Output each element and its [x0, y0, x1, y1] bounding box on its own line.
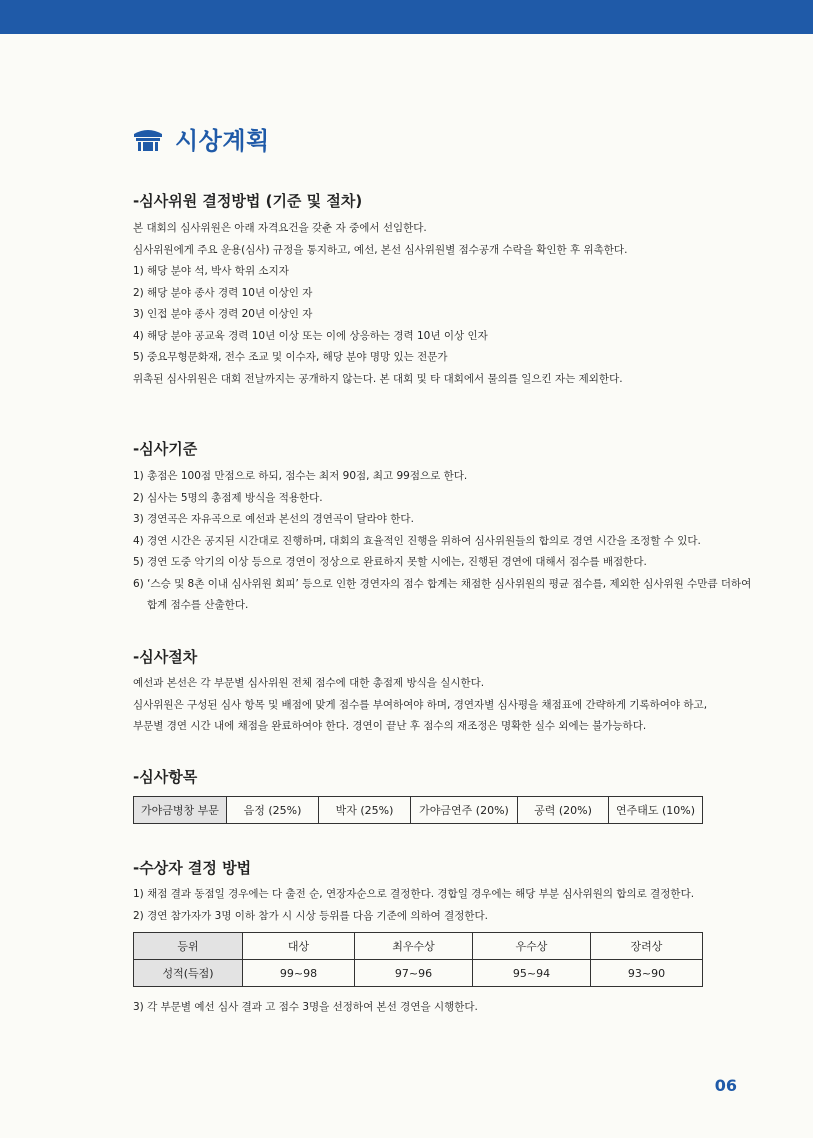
table-cell: 우수상 — [473, 933, 591, 960]
winner-footer-text — [133, 997, 743, 1019]
text-line: 3) 각 부문별 예선 심사 결과 고 점수 3명을 선정하여 본선 경연을 시행한다. — [133, 1001, 478, 1013]
text-line: 부문별 경연 시간 내에 채점을 완료하여야 한다. 경연이 끝난 후 점수의 재조정은 명확한 실수 외에는 불가능하다. — [133, 720, 647, 732]
table-cell: 음정 (25%) — [227, 797, 319, 824]
table-cell: 박자 (25%) — [319, 797, 411, 824]
text-line: 심사위원에게 주요 운용(심사) 규정을 통지하고, 예선, 본선 심사위원별 점수공개 수락을 확인한 후 위촉한다. — [133, 243, 628, 256]
text-line: 5) 중요무형문화재, 전수 조교 및 이수자, 해당 분야 명망 있는 전문가 — [133, 351, 448, 363]
procedure-text — [133, 673, 743, 738]
section-title-procedure: -심사절차 — [133, 648, 198, 666]
text-line: 본 대회의 심사위원은 아래 자격요건을 갖춘 자 중에서 선임한다. — [133, 222, 427, 234]
text-line: 2) 해당 분야 종사 경력 10년 이상인 자 — [133, 286, 313, 299]
table-cell: 가야금연주 (20%) — [411, 797, 518, 824]
table-cell: 장려상 — [591, 933, 703, 960]
table-cell: 가야금병창 부문 — [134, 797, 227, 824]
judge-selection-text — [133, 218, 743, 390]
winner-text — [133, 884, 743, 927]
table-cell: 99~98 — [243, 960, 355, 987]
page-title: 시상계획 — [175, 126, 270, 155]
title-row — [133, 120, 270, 156]
section-title-judge-selection: -심사위원 결정방법 (기준 및 절차) — [133, 192, 363, 210]
page-number: 06 — [714, 1076, 737, 1095]
table-row — [134, 960, 703, 987]
text-line: 3) 경연곡은 자유곡으로 예선과 본선의 경연곡이 달라야 한다. — [133, 513, 414, 525]
table-cell: 등위 — [134, 933, 243, 960]
table-cell: 93~90 — [591, 960, 703, 987]
table-cell: 95~94 — [473, 960, 591, 987]
table-cell: 연주태도 (10%) — [609, 797, 703, 824]
text-line: 1) 해당 분야 석, 박사 학위 소지자 — [133, 265, 289, 277]
text-line: 위촉된 심사위원은 대회 전날까지는 공개하지 않는다. 본 대회 및 타 대회에서 물의를 일으킨 자는 제외한다. — [133, 372, 623, 385]
top-banner — [0, 0, 813, 34]
table-cell: 대상 — [243, 933, 355, 960]
text-line: 4) 경연 시간은 공지된 시간대로 진행하며, 대회의 효율적인 진행을 위하여 심사위원들의 합의로 경연 시간을 조정할 수 있다. — [133, 534, 701, 547]
table-cell: 공력 (20%) — [518, 797, 609, 824]
table-cell: 성적(득점) — [134, 960, 243, 987]
judging-items-table — [133, 796, 703, 824]
text-line: 예선과 본선은 각 부문별 심사위원 전체 점수에 대한 총점제 방식을 실시한다. — [133, 677, 485, 689]
text-line: 심사위원은 구성된 심사 항목 및 배점에 맞게 점수를 부여하여야 하며, 경연자별 심사평을 채점표에 간략하게 기록하여야 하고, — [133, 698, 708, 711]
pavilion-icon — [133, 124, 163, 152]
text-line: 합계 점수를 산출한다. — [147, 599, 249, 611]
award-table — [133, 932, 703, 987]
text-line: 4) 해당 분야 공교육 경력 10년 이상 또는 이에 상응하는 경력 10년 이상 인자 — [133, 329, 488, 342]
table-cell: 최우수상 — [355, 933, 473, 960]
text-line: 6) ‘스승 및 8촌 이내 심사위원 회피’ 등으로 인한 경연자의 점수 합계는 채점한 심사위원의 평균 점수를, 제외한 심사위원 수만큼 더하여 — [133, 577, 752, 590]
text-line: 2) 심사는 5명의 총점제 방식을 적용한다. — [133, 491, 323, 504]
criteria-text — [133, 466, 752, 617]
text-line: 2) 경연 참가자가 3명 이하 참가 시 시상 등위를 다음 기준에 의하여 결정한다. — [133, 909, 488, 922]
text-line: 5) 경연 도중 악기의 이상 등으로 경연이 정상으로 완료하지 못할 시에는, 진행된 경연에 대해서 점수를 배점한다. — [133, 556, 647, 568]
text-line: 3) 인접 분야 종사 경력 20년 이상인 자 — [133, 308, 313, 320]
table-cell: 97~96 — [355, 960, 473, 987]
table-row — [134, 933, 703, 960]
text-line: 1) 채점 결과 동점일 경우에는 다 출전 순, 연장자순으로 결정한다. 경합일 경우에는 해당 부분 심사위원의 합의로 결정한다. — [133, 888, 695, 900]
section-title-items: -심사항목 — [133, 768, 198, 786]
table-row — [134, 797, 703, 824]
text-line: 1) 총점은 100점 만점으로 하되, 점수는 최저 90점, 최고 99점으로 한다. — [133, 470, 468, 482]
section-title-winner: -수상자 결정 방법 — [133, 859, 252, 877]
section-title-criteria: -심사기준 — [133, 440, 198, 458]
